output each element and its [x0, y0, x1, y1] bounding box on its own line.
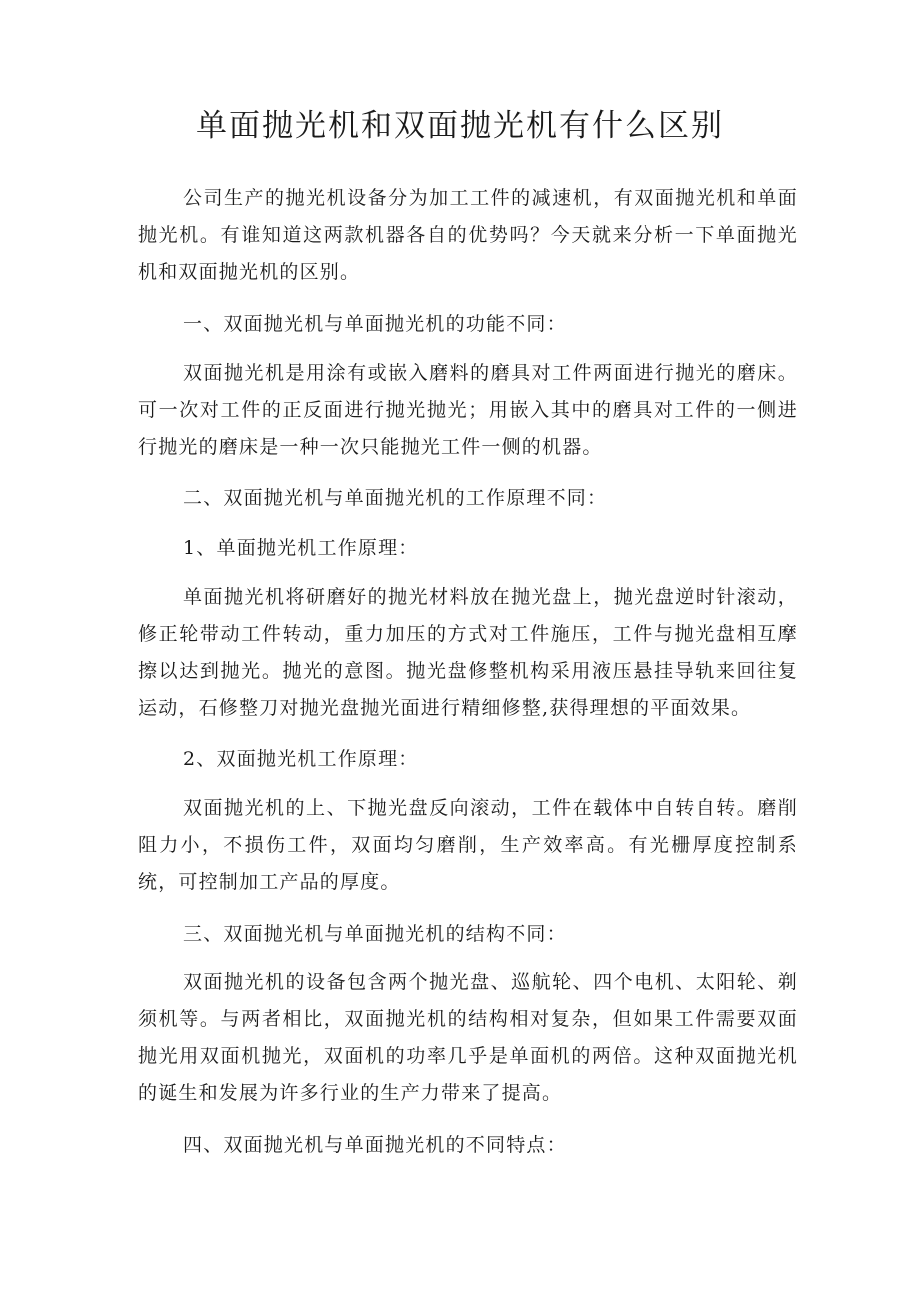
section-3-heading: 三、双面抛光机与单面抛光机的结构不同：	[183, 923, 567, 945]
document-title: 单面抛光机和双面抛光机有什么区别	[196, 108, 724, 144]
section-2-sub-1-paragraph: 单面抛光机将研磨好的抛光材料放在抛光盘上，抛光盘逆时针滚动，修正轮带动工件转动，重力加压的方式对工件施压，工件与抛光盘相互摩擦以达到抛光。抛光的意图。抛光盘修整机构采用液压悬挂导轨来回往复运动，石修整刀对抛光盘抛光面进行精细修整,获得理想的平面效果。	[138, 586, 798, 719]
section-2-sub-1-heading: 1、单面抛光机工作原理：	[183, 537, 419, 559]
section-1-paragraph: 双面抛光机是用涂有或嵌入磨料的磨具对工件两面进行抛光的磨床。可一次对工件的正反面进行抛光抛光；用嵌入其中的磨具对工件的一侧进行抛光的磨床是一种一次只能抛光工件一侧的机器。	[138, 362, 798, 458]
intro-paragraph: 公司生产的抛光机设备分为加工工件的减速机，有双面抛光机和单面抛光机。有谁知道这两款机器各自的优势吗？今天就来分析一下单面抛光机和双面抛光机的区别。	[138, 187, 798, 283]
section-2-sub-2-paragraph: 双面抛光机的上、下抛光盘反向滚动，工件在载体中自转自转。磨削阻力小，不损伤工件，双面均匀磨削，生产效率高。有光栅厚度控制系统，可控制加工产品的厚度。	[138, 797, 798, 893]
section-2-sub-2-heading: 2、双面抛光机工作原理：	[183, 748, 419, 770]
section-3-paragraph: 双面抛光机的设备包含两个抛光盘、巡航轮、四个电机、太阳轮、剃须机等。与两者相比，双面抛光机的结构相对复杂，但如果工件需要双面抛光用双面机抛光，双面机的功率几乎是单面机的两倍。这种双面抛光机的诞生和发展为许多行业的生产力带来了提高。	[138, 971, 798, 1104]
section-2-heading: 二、双面抛光机与单面抛光机的工作原理不同：	[183, 487, 608, 509]
section-4-heading: 四、双面抛光机与单面抛光机的不同特点：	[183, 1134, 567, 1156]
section-1-heading: 一、双面抛光机与单面抛光机的功能不同：	[183, 313, 567, 335]
